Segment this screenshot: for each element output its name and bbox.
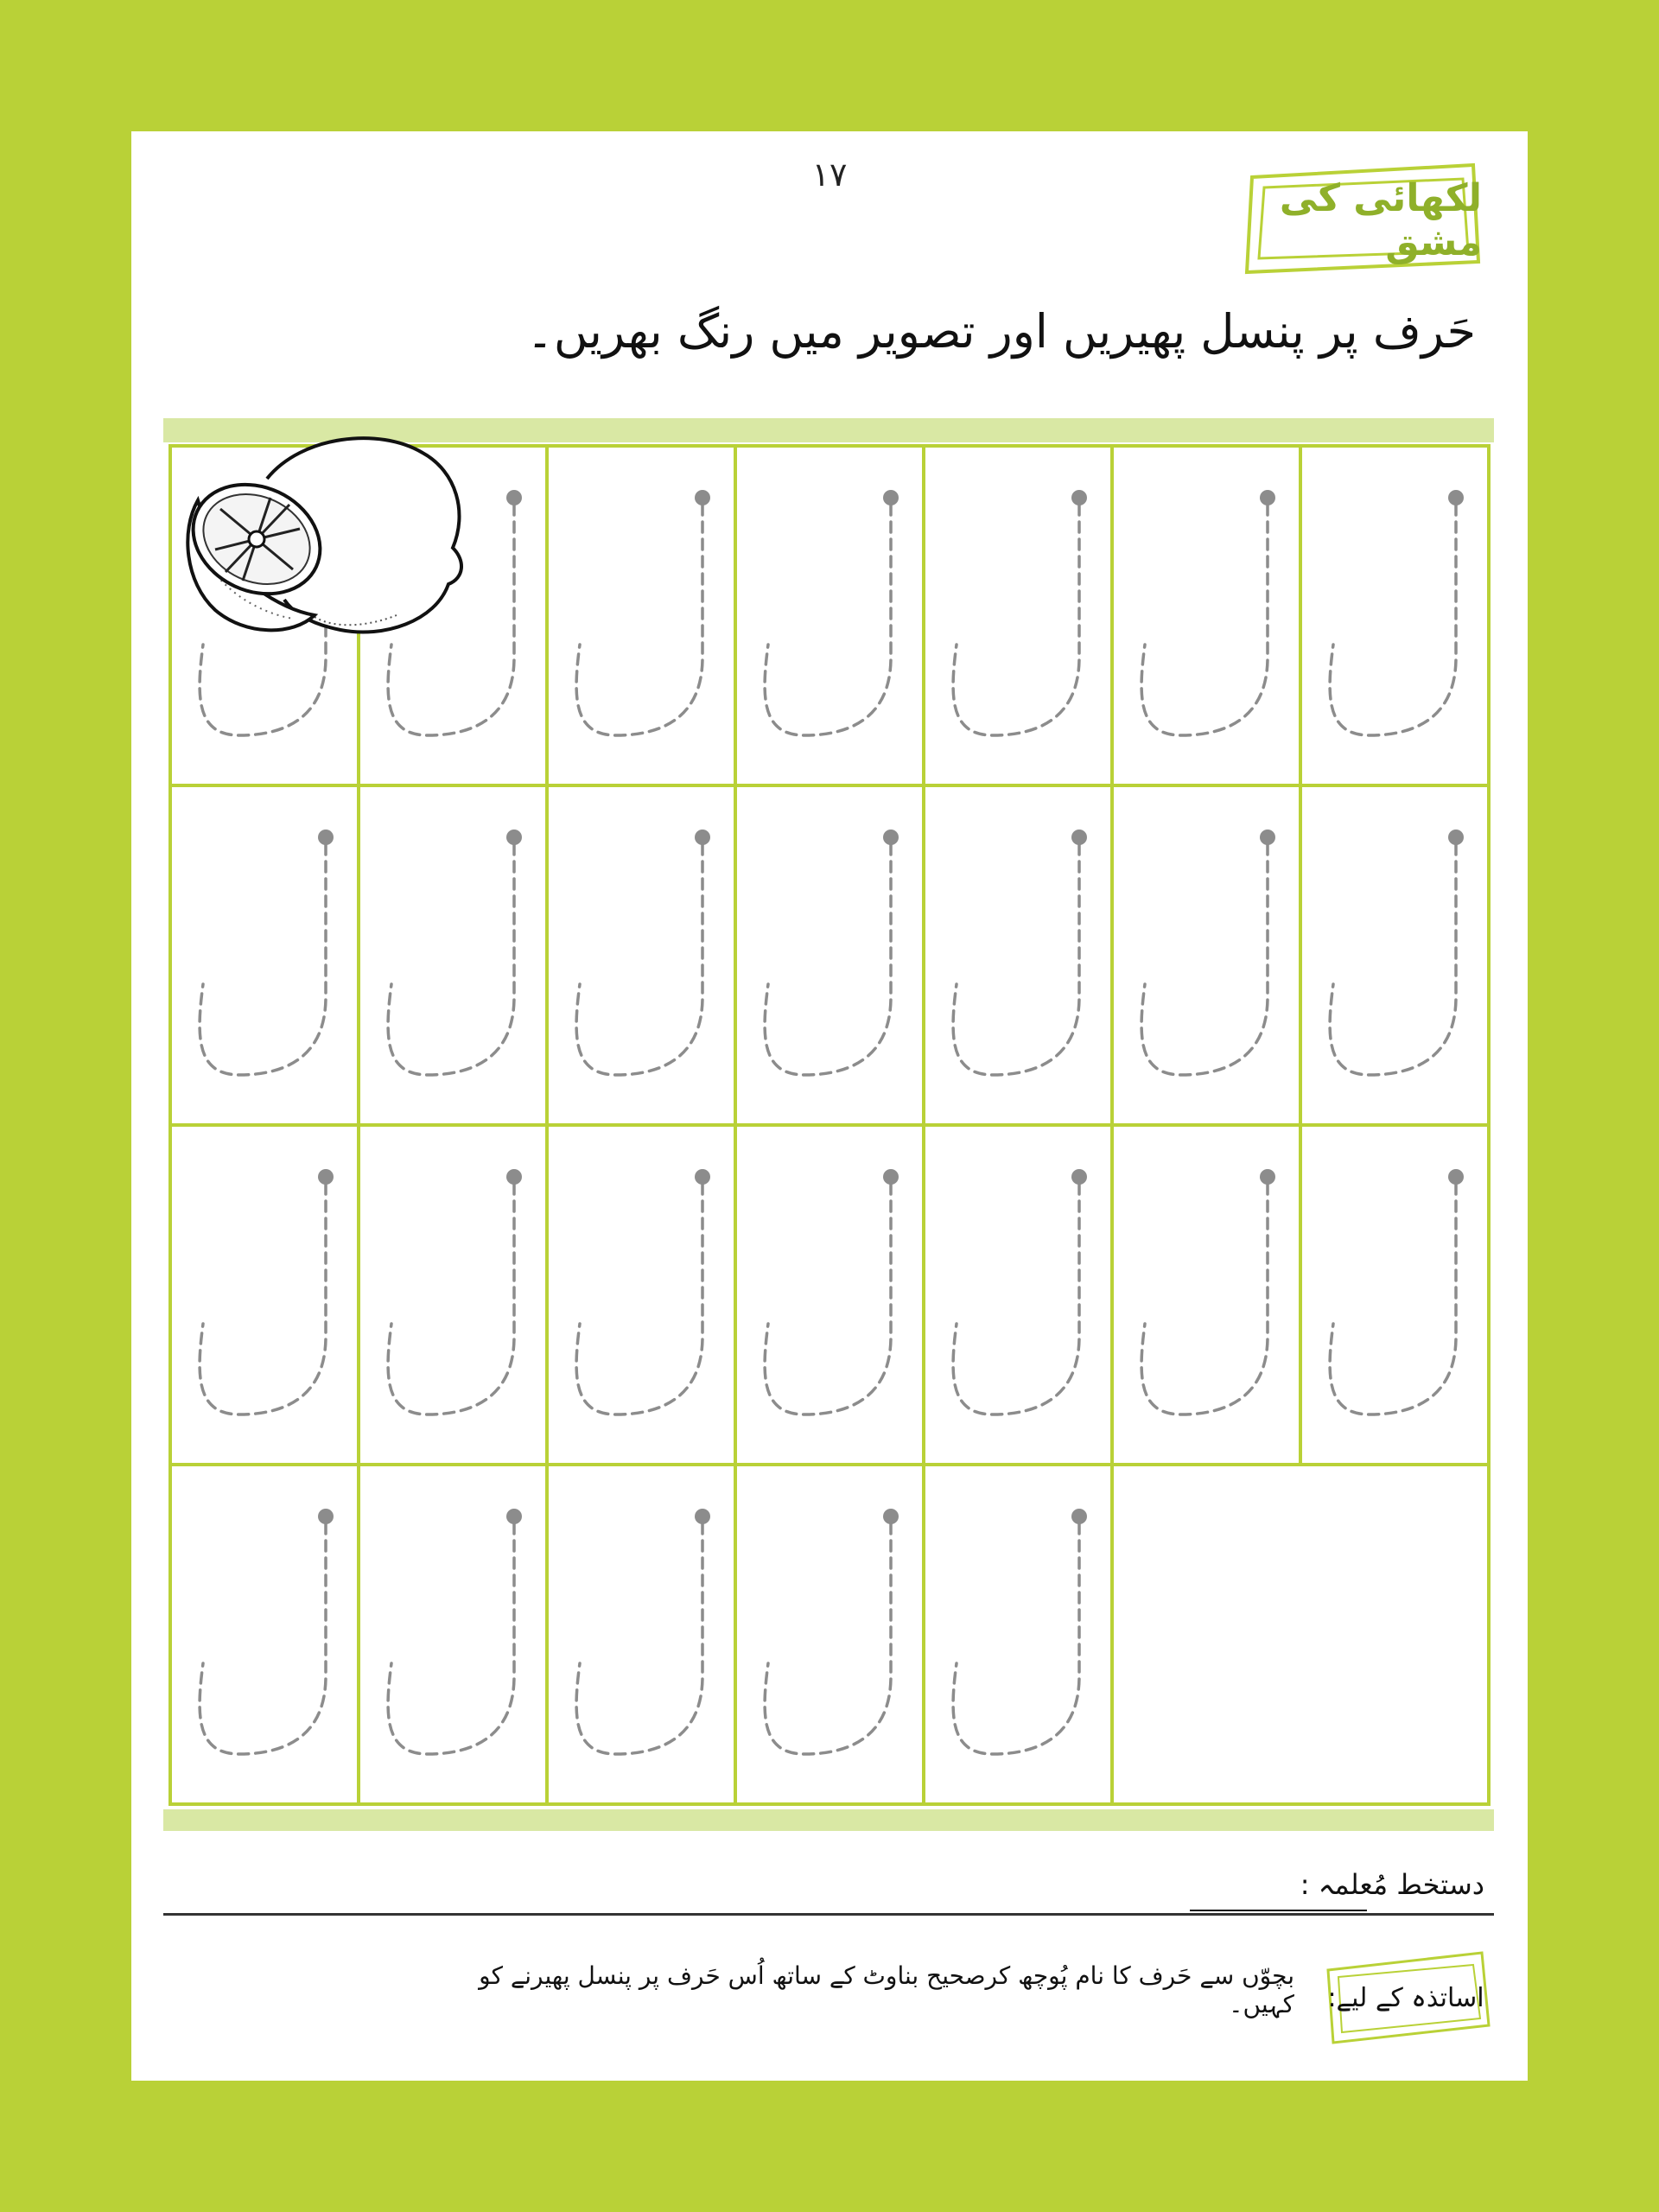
letter-lam-tracing (953, 505, 1079, 735)
letter-lam-tracing (953, 844, 1079, 1075)
signature-blank-line[interactable] (1190, 1910, 1367, 1911)
letter-lam-tracing (953, 1184, 1079, 1414)
teacher-note: بچوّں سے حَرف کا نام پُوچھ کرصحیح بناوٹ کے ساتھ اُس حَرف پر پنسل پھیرنے کو کہیں۔ (479, 1961, 1294, 2018)
letter-lam-tracing (1330, 844, 1456, 1075)
trace-start-dot (1071, 1509, 1087, 1524)
trace-start-dot (1260, 490, 1275, 505)
trace-start-dot (1071, 1169, 1087, 1185)
letter-lam-tracing (765, 844, 891, 1075)
page-number: ۱۷ (811, 156, 848, 194)
letter-lam-tracing (765, 505, 891, 735)
trace-start-dot (506, 1509, 522, 1524)
trace-start-dot (506, 830, 522, 845)
letter-lam-tracing (200, 1523, 326, 1754)
title-badge (1242, 162, 1482, 278)
trace-start-dot (1071, 830, 1087, 845)
trace-start-dot (695, 830, 710, 845)
trace-start-dot (506, 490, 522, 505)
letter-lam-tracing (576, 844, 702, 1075)
letter-lam-tracing (576, 1184, 702, 1414)
trace-start-dot (1448, 490, 1464, 505)
teacher-label-box (1319, 1946, 1492, 2050)
trace-start-dot (695, 1509, 710, 1524)
letter-lam-tracing (576, 1523, 702, 1754)
trace-start-dot (318, 1509, 334, 1524)
letter-lam-tracing (765, 1523, 891, 1754)
trace-start-dot (883, 1509, 899, 1524)
trace-start-dot (506, 1169, 522, 1185)
grid-bottom-band (163, 1809, 1494, 1831)
trace-start-dot (1260, 830, 1275, 845)
trace-start-dot (1071, 490, 1087, 505)
trace-start-dot (695, 490, 710, 505)
footer-divider (163, 1913, 1494, 1916)
letter-lam-tracing (953, 1523, 1079, 1754)
trace-start-dot (1260, 1169, 1275, 1185)
letter-lam-tracing (388, 1184, 514, 1414)
worksheet-title: لکھائی کی مشق (1279, 175, 1482, 264)
letter-lam-tracing (765, 1184, 891, 1414)
trace-start-dot (883, 1169, 899, 1185)
letter-lam-tracing (200, 844, 326, 1075)
letter-lam-tracing (1141, 1184, 1268, 1414)
letter-lam-tracing (1141, 505, 1268, 735)
tracing-grid (163, 418, 1494, 1831)
letter-lam-tracing (388, 844, 514, 1075)
trace-start-dot (883, 830, 899, 845)
letter-lam-tracing (1330, 1184, 1456, 1414)
picture-cell (1112, 1465, 1489, 1804)
letter-lam-tracing (388, 1523, 514, 1754)
trace-start-dot (318, 1169, 334, 1185)
trace-start-dot (1448, 830, 1464, 845)
letter-lam-tracing (576, 505, 702, 735)
worksheet-page (131, 131, 1528, 2081)
lemon-illustration (163, 418, 470, 643)
trace-start-dot (695, 1169, 710, 1185)
trace-start-dot (1448, 1169, 1464, 1185)
trace-start-dot (318, 830, 334, 845)
letter-lam-tracing (1330, 505, 1456, 735)
trace-start-dot (883, 490, 899, 505)
letter-lam-tracing (200, 1184, 326, 1414)
instruction-text: حَرف پر پنسل پھیریں اور تصویر میں رنگ بھریں۔ (526, 304, 1476, 359)
teacher-label: اساتذہ کے لیے: (1327, 1982, 1484, 2013)
teacher-signature-label: دستخط مُعلمہ : (1300, 1868, 1484, 1901)
letter-lam-tracing (1141, 844, 1268, 1075)
